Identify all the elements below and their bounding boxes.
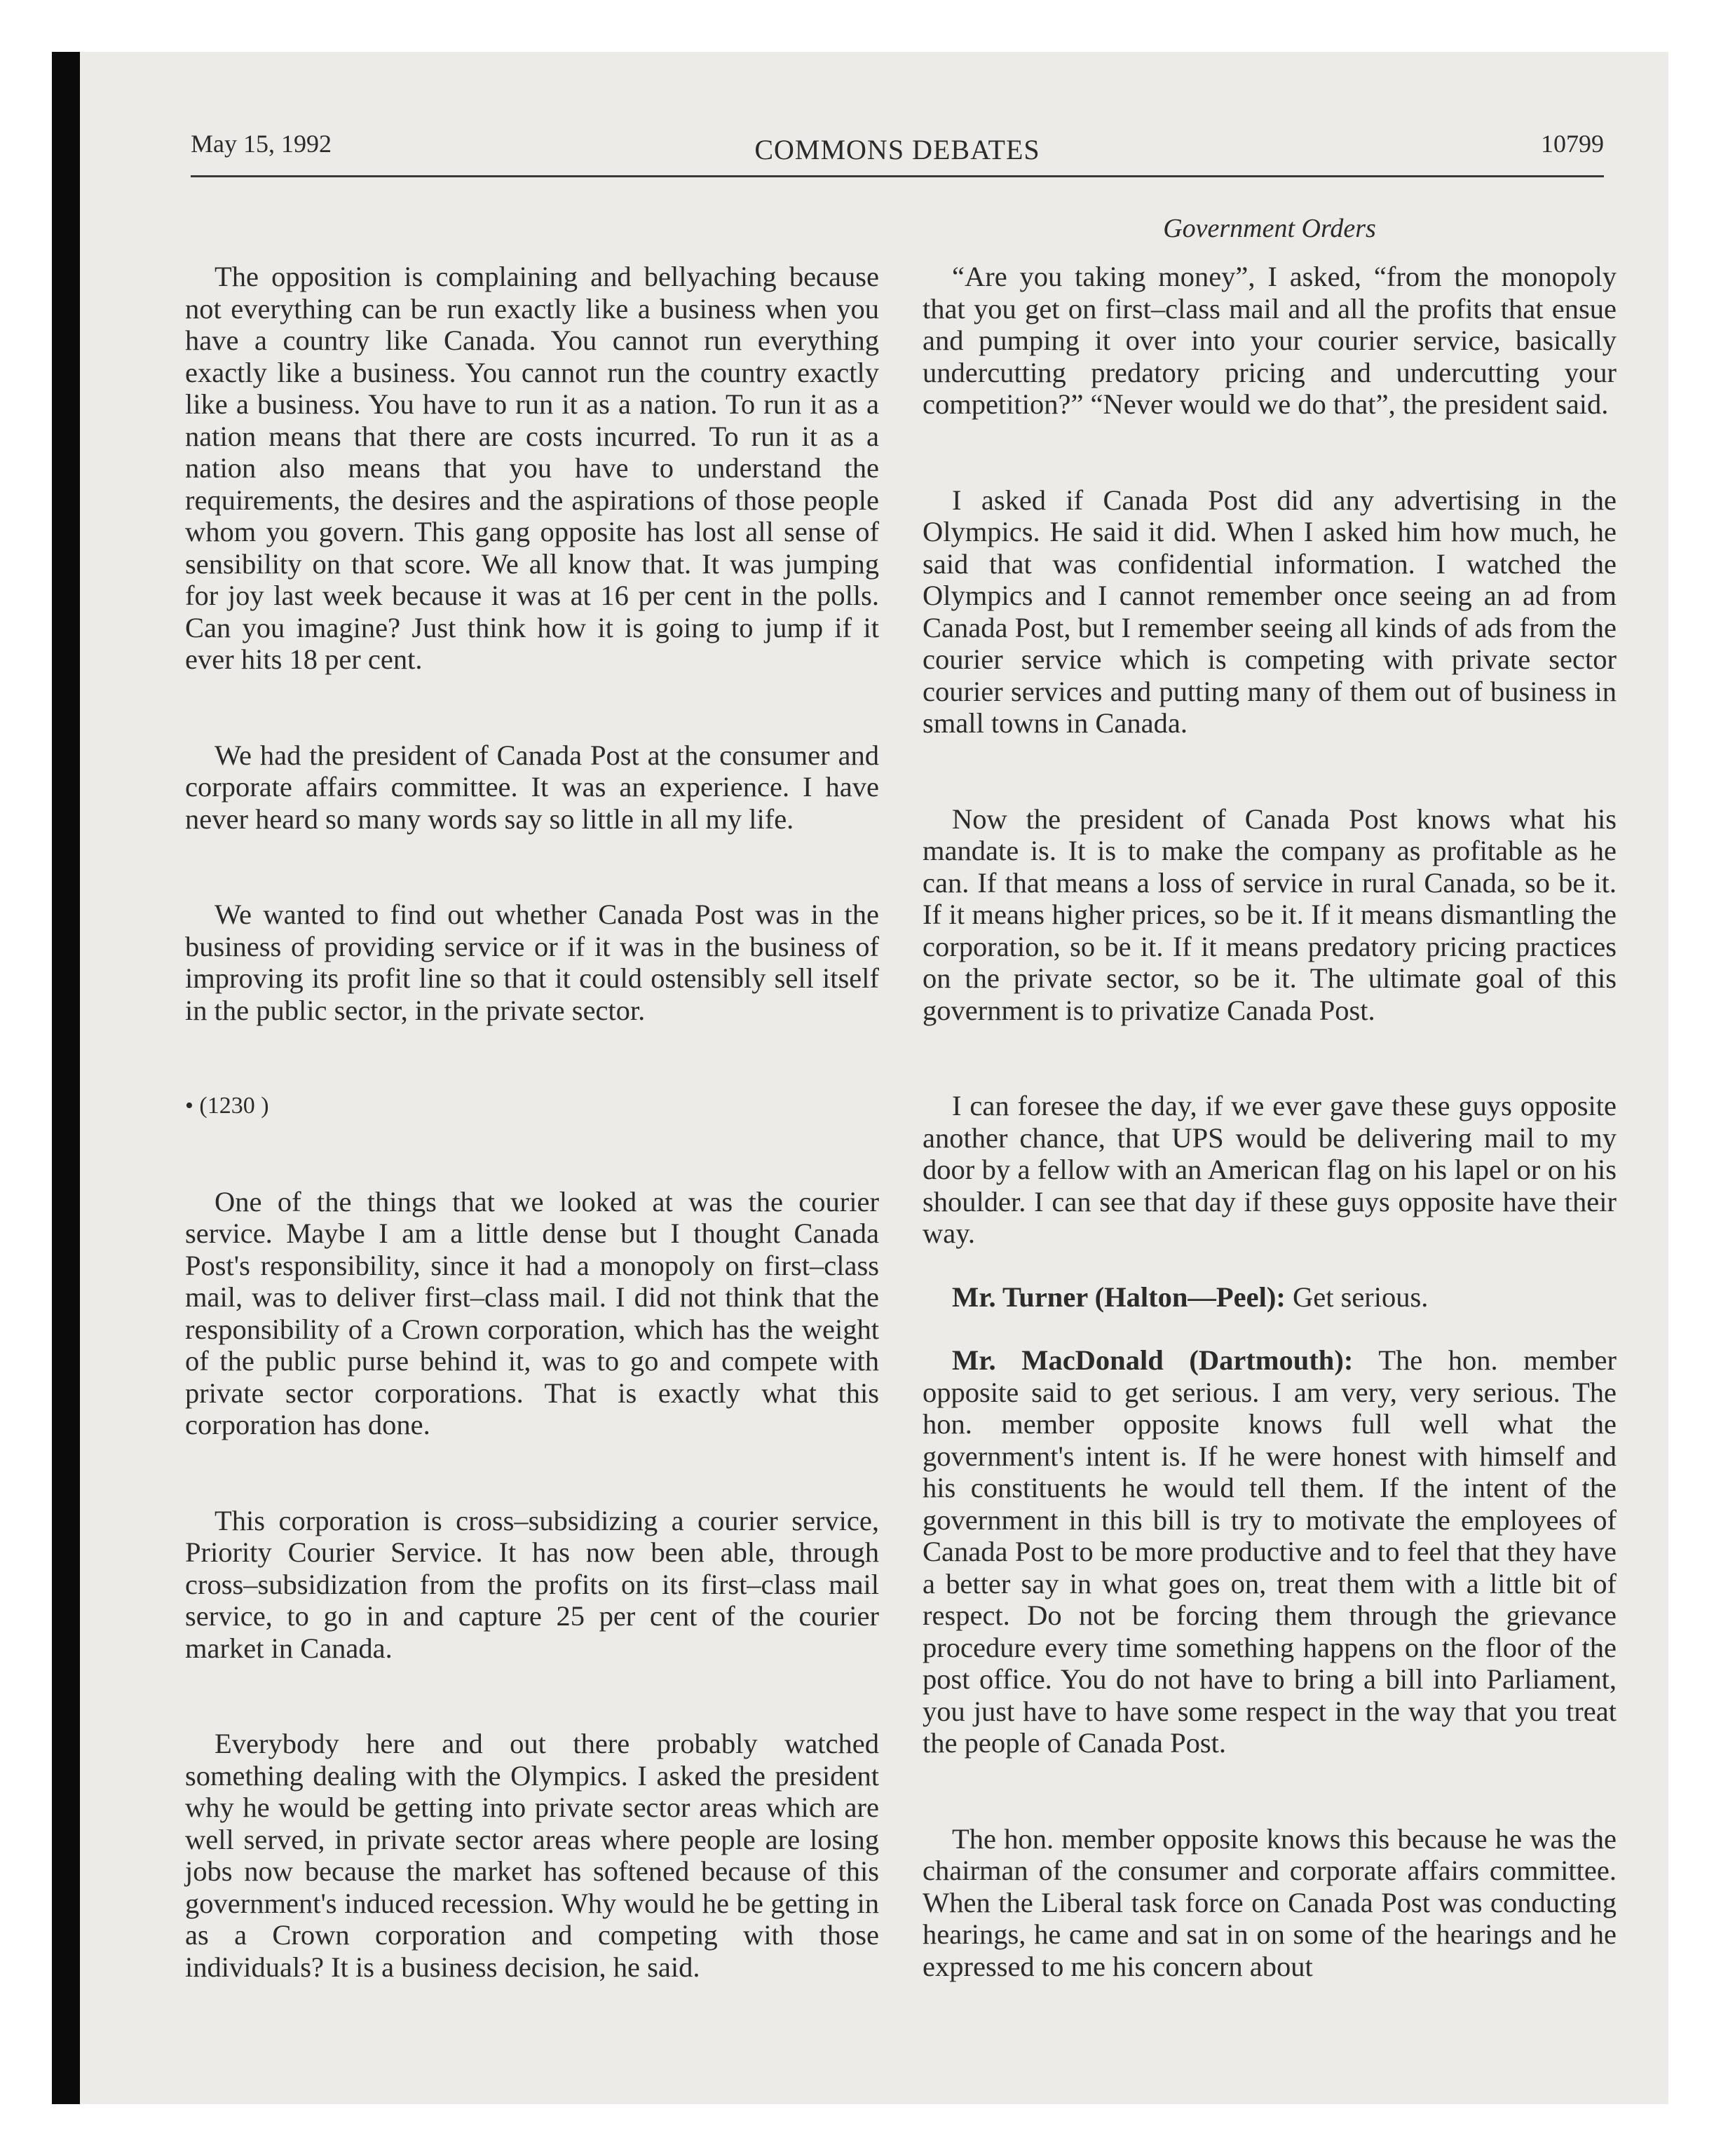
- paragraph: This corporation is cross–subsidizing a courier service, Priority Courier Service. It has now been able, through cross–subsidization from the profits on its first–class mail service, to go in and capture 25 per cent of the courier market in Canada.: [185, 1504, 879, 1664]
- section-heading: Government Orders: [1163, 214, 1376, 243]
- speech-text: Get serious.: [1285, 1281, 1429, 1313]
- speech-macdonald: [923, 1344, 1617, 1759]
- paragraph: The opposition is complaining and bellyaching because not everything can be run exactly like a business when you have a country like Canada. You cannot run everything exactly like a business. You cannot run the country exactly like a business. You have to run it as a nation. To run it as a nation means that there are costs incurred. To run it as a nation also means that you have to understand the requirements, the desires and the aspirations of those people whom you govern. This gang opposite has lost all sense of sensibility on that score. We all know that. It was jumping for joy last week because it was at 16 per cent in the polls. Can you imagine? Just think how it is going to jump if it ever hits 18 per cent.: [185, 261, 879, 675]
- speech-turner: [923, 1281, 1617, 1314]
- timestamp-marker: • (1230 ): [185, 1093, 269, 1119]
- scan-edge-bar: [52, 52, 80, 2104]
- speaker-name: Mr. MacDonald (Dartmouth):: [952, 1344, 1354, 1376]
- paragraph: The hon. member opposite knows this because he was the chairman of the consumer and corporate affairs committee. When the Liberal task force on Canada Post was conducting hearings, he came and sat in on some of the hearings and he expressed to me his concern about: [923, 1822, 1617, 1982]
- paragraph: Now the president of Canada Post knows what his mandate is. It is to make the company as profitable as he can. If that means a loss of service in rural Canada, so be it. If it means higher prices, so be it. If it means dismantling the corporation, so be it. If it means predatory pricing practices on the private sector, so be it. The ultimate goal of this government is to privatize Canada Post.: [923, 803, 1617, 1026]
- speech-text: The hon. member opposite said to get serious. I am very, very serious. The hon. member opposite knows full well what the government's intent is. If he were honest with himself and his constituents he would tell them. If the intent of the government in this bill is try to motivate the employees of Canada Post to be more productive and to feel that they have a better say in what goes on, treat them with a little bit of respect. Do not be forcing them through the grievance procedure every time something happens on the floor of the post office. You do not have to bring a bill into Parliament, you just have to have some respect in the way that you treat the people of Canada Post.: [923, 1344, 1617, 1759]
- speaker-name: Mr. Turner (Halton—Peel):: [952, 1281, 1286, 1313]
- paragraph: We wanted to find out whether Canada Post was in the business of providing service or if it was in the business of improving its profit line so that it could ostensibly sell itself in the public sector, in the private sector.: [185, 899, 879, 1026]
- paragraph: We had the president of Canada Post at the consumer and corporate affairs committee. It was an experience. I have never heard so many words say so little in all my life.: [185, 739, 879, 835]
- paragraph: I asked if Canada Post did any advertising in the Olympics. He said it did. When I asked him how much, he said that was confidential information. I watched the Olympics and I cannot remember once seeing an ad from Canada Post, but I remember seeing all kinds of ads from the courier service which is competing with private sector courier services and putting many of them out of business in small towns in Canada.: [923, 484, 1617, 739]
- paragraph: I can foresee the day, if we ever gave these guys opposite another chance, that UPS would be delivering mail to my door by a fellow with an American flag on his lapel or on his shoulder. I can see that day if these guys opposite have their way.: [923, 1090, 1617, 1249]
- header-date: May 15, 1992: [191, 130, 332, 158]
- header-page-number: 10799: [1541, 130, 1604, 158]
- paragraph: Everybody here and out there probably watched something dealing with the Olympics. I asked the president why he would be getting into private sector areas which are well served, in private sector areas where people are losing jobs now because the market has softened because of this government's induced recession. Why would he be getting in as a Crown corporation and competing with those individuals? It is a business decision, he said.: [185, 1728, 879, 1983]
- page-header: [191, 129, 1604, 177]
- paragraph: “Are you taking money”, I asked, “from the monopoly that you get on first–class mail and all the profits that ensue and pumping it over into your courier service, basically undercutting predatory pricing and undercutting your competition?” “Never would we do that”, the president said.: [923, 261, 1617, 420]
- right-column: [923, 261, 1617, 2046]
- paragraph: One of the things that we looked at was the courier service. Maybe I am a little dense but I thought Canada Post's responsibility, since it had a monopoly on first–class mail, was to deliver first–class mail. I did not think that the responsibility of a Crown corporation, which has the weight of the public purse behind it, was to go and compete with private sector corporations. That is exactly what this corporation has done.: [185, 1185, 879, 1440]
- header-title: COMMONS DEBATES: [754, 134, 1040, 165]
- left-column: [185, 261, 879, 2047]
